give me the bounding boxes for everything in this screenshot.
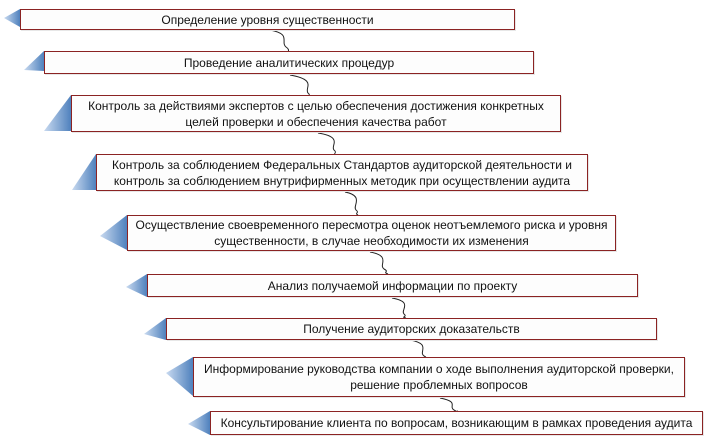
step-wedge xyxy=(72,154,96,190)
step-9-box xyxy=(210,411,703,435)
step-1-box xyxy=(20,9,515,30)
step-5-label: Осуществление своевременного пересмотра оценок неотъемлемого риска и уровня существенности, в случае необходимости их изменения xyxy=(135,218,608,248)
step-3-label: Контроль за действиями экспертов с целью обеспечения достижения конкретных целей проверки и обеспечения качества работ xyxy=(88,98,544,129)
step-9-label: Консультирование клиента по вопросам, возникающим в рамках проведения аудита xyxy=(220,416,693,430)
step-7-label: Получение аудиторских доказательств xyxy=(303,322,520,336)
connector xyxy=(392,298,406,318)
step-wedge xyxy=(44,95,71,131)
step-wedge xyxy=(188,411,210,435)
step-6-box xyxy=(147,274,638,297)
step-6-label: Анализ получаемой информации по проекту xyxy=(267,278,518,293)
connector xyxy=(410,340,426,359)
step-7-box xyxy=(166,318,657,340)
step-5-box xyxy=(127,215,616,251)
step-wedge xyxy=(24,51,44,71)
step-4-box xyxy=(96,154,588,191)
connector xyxy=(318,133,336,155)
connector xyxy=(270,30,289,53)
step-wedge xyxy=(166,357,193,396)
step-4-label: Контроль за соблюдением Федеральных Стандартов аудиторской деятельности и контроль за соблюдением внутрифирменных методик при осуществлении аудита xyxy=(112,157,572,188)
connector xyxy=(440,398,458,412)
step-3-box xyxy=(71,95,561,132)
connector xyxy=(290,75,310,96)
step-2-label: Проведение аналитических процедур xyxy=(183,55,395,70)
step-wedge xyxy=(4,9,20,27)
connector xyxy=(370,252,388,274)
step-wedge xyxy=(100,215,127,250)
step-2-box xyxy=(44,51,534,74)
step-wedge xyxy=(126,274,147,297)
step-wedge xyxy=(144,318,166,340)
step-8-label: Информирование руководства компании о ходе выполнения аудиторской проверки, решение проблемных вопросов xyxy=(204,362,674,392)
connector xyxy=(345,192,358,215)
step-1-label: Определение уровня существенности xyxy=(161,12,374,27)
step-8-box xyxy=(193,357,685,397)
